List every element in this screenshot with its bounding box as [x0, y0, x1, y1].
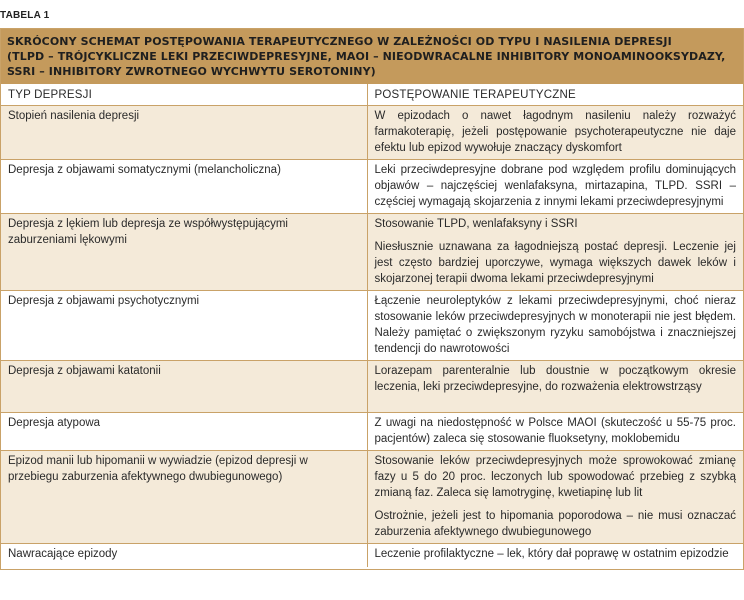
depression-type-cell: Depresja z lękiem lub depresja ze współwystępującymi zaburzeniami lękowymi	[1, 214, 367, 291]
depression-type-cell: Nawracające epizody	[1, 544, 367, 567]
depression-type-cell: Epizod manii lub hipomanii w wywiadzie (epizod depresji w przebiegu zaburzenia afektywnego dwubiegunowego)	[1, 451, 367, 544]
depression-type-cell: Depresja atypowa	[1, 413, 367, 451]
therapy-paragraph: Lorazepam parenteralnie lub doustnie w początkowym okresie leczenia, leki przeciwdepresyjne, do rozważenia elektrowstrząsy	[374, 365, 736, 393]
therapy-cell	[367, 361, 743, 413]
table-row	[1, 106, 743, 160]
column-header-type: TYP DEPRESJI	[1, 84, 367, 106]
depression-type-cell: Depresja z objawami somatycznymi (melancholiczna)	[1, 160, 367, 214]
table-row	[1, 544, 743, 567]
therapy-paragraph: Z uwagi na niedostępność w Polsce MAOI (skuteczość u 55-75 proc. pacjentów) zaleca się stosowanie fluoksetyny, moklobemidu	[374, 417, 736, 445]
table-row	[1, 291, 743, 361]
table-title-line: SKRÓCONY SCHEMAT POSTĘPOWANIA TERAPEUTYCZNEGO W ZALEŻNOŚCI OD TYPU I NASILENIA DEPRESJI	[7, 35, 672, 48]
depression-type-cell: Depresja z objawami psychotycznymi	[1, 291, 367, 361]
therapy-paragraph: Stosowanie TLPD, wenlafaksyny i SSRI	[374, 218, 578, 230]
table-title	[1, 29, 743, 84]
therapy-cell	[367, 413, 743, 451]
column-header-therapy: POSTĘPOWANIE TERAPEUTYCZNE	[367, 84, 743, 106]
therapy-cell	[367, 544, 743, 567]
table-label: TABELA 1	[0, 10, 50, 21]
table-row	[1, 214, 743, 291]
depression-type-cell: Depresja z objawami katatonii	[1, 361, 367, 413]
therapy-cell	[367, 451, 743, 544]
therapy-paragraph: Stosowanie leków przeciwdepresyjnych może sprowokować zmianę fazy u 5 do 20 proc. leczonych lub spowodować przebieg z szybką zmianą faz. Zaleca się lamotryginę, kwetiapinę lub lit	[374, 455, 736, 499]
depression-type-cell: Stopień nasilenia depresji	[1, 106, 367, 160]
therapy-table	[1, 84, 743, 567]
therapy-paragraph: W epizodach o nawet łagodnym nasileniu należy rozważyć farmakoterapię, jeżeli postępowanie psychoterapeutyczne nie daje efektu lub epizod wywołuje znaczący dyskomfort	[374, 110, 736, 154]
therapy-paragraph: Leczenie profilaktyczne – lek, który dał poprawę w ostatnim epizodzie	[374, 548, 729, 560]
table-title-line: (TLPD – TRÓJCYKLICZNE LEKI PRZECIWDEPRESYJNE, MAOI – NIEODWRACALNE INHIBITORY MONOAMINOOKSYDAZY,	[7, 50, 726, 63]
table-row	[1, 413, 743, 451]
therapy-cell	[367, 106, 743, 160]
therapy-cell	[367, 291, 743, 361]
therapy-paragraph: Leki przeciwdepresyjne dobrane pod względem profilu dominujących objawów – najczęściej wenlafaksyna, mirtazapina, TLPD. SSRI – częściej wymagają skojarzenia z innymi lekami przeciwdepresyjnymi	[374, 164, 736, 208]
therapy-paragraph: Niesłusznie uznawana za łagodniejszą postać depresji. Leczenie jej jest często bardziej uporczywe, wymaga większych dawek leków i skojarzonej terapii dwoma lekami przeciwdepresyjnymi	[374, 241, 736, 285]
table-row	[1, 160, 743, 214]
therapy-cell	[367, 214, 743, 291]
therapy-paragraph: Łączenie neuroleptyków z lekami przeciwdepresyjnymi, choć nieraz stosowanie leków przeciwdepresyjnych w monoterapii nie jest błędem. Należy pamiętać o zwiększonym ryzyku samobójstwa i znaczniejszej tendencji do nawrotowości	[374, 295, 736, 355]
table-header-row	[1, 84, 743, 106]
therapy-table-panel	[0, 28, 744, 570]
table-title-line: SSRI – INHIBITORY ZWROTNEGO WYCHWYTU SEROTONINY)	[7, 65, 376, 78]
therapy-paragraph: Ostrożnie, jeżeli jest to hipomania poporodowa – nie musi oznaczać zaburzenia afektywnego dwubiegunowego	[374, 510, 736, 538]
table-row	[1, 361, 743, 413]
table-row	[1, 451, 743, 544]
therapy-cell	[367, 160, 743, 214]
